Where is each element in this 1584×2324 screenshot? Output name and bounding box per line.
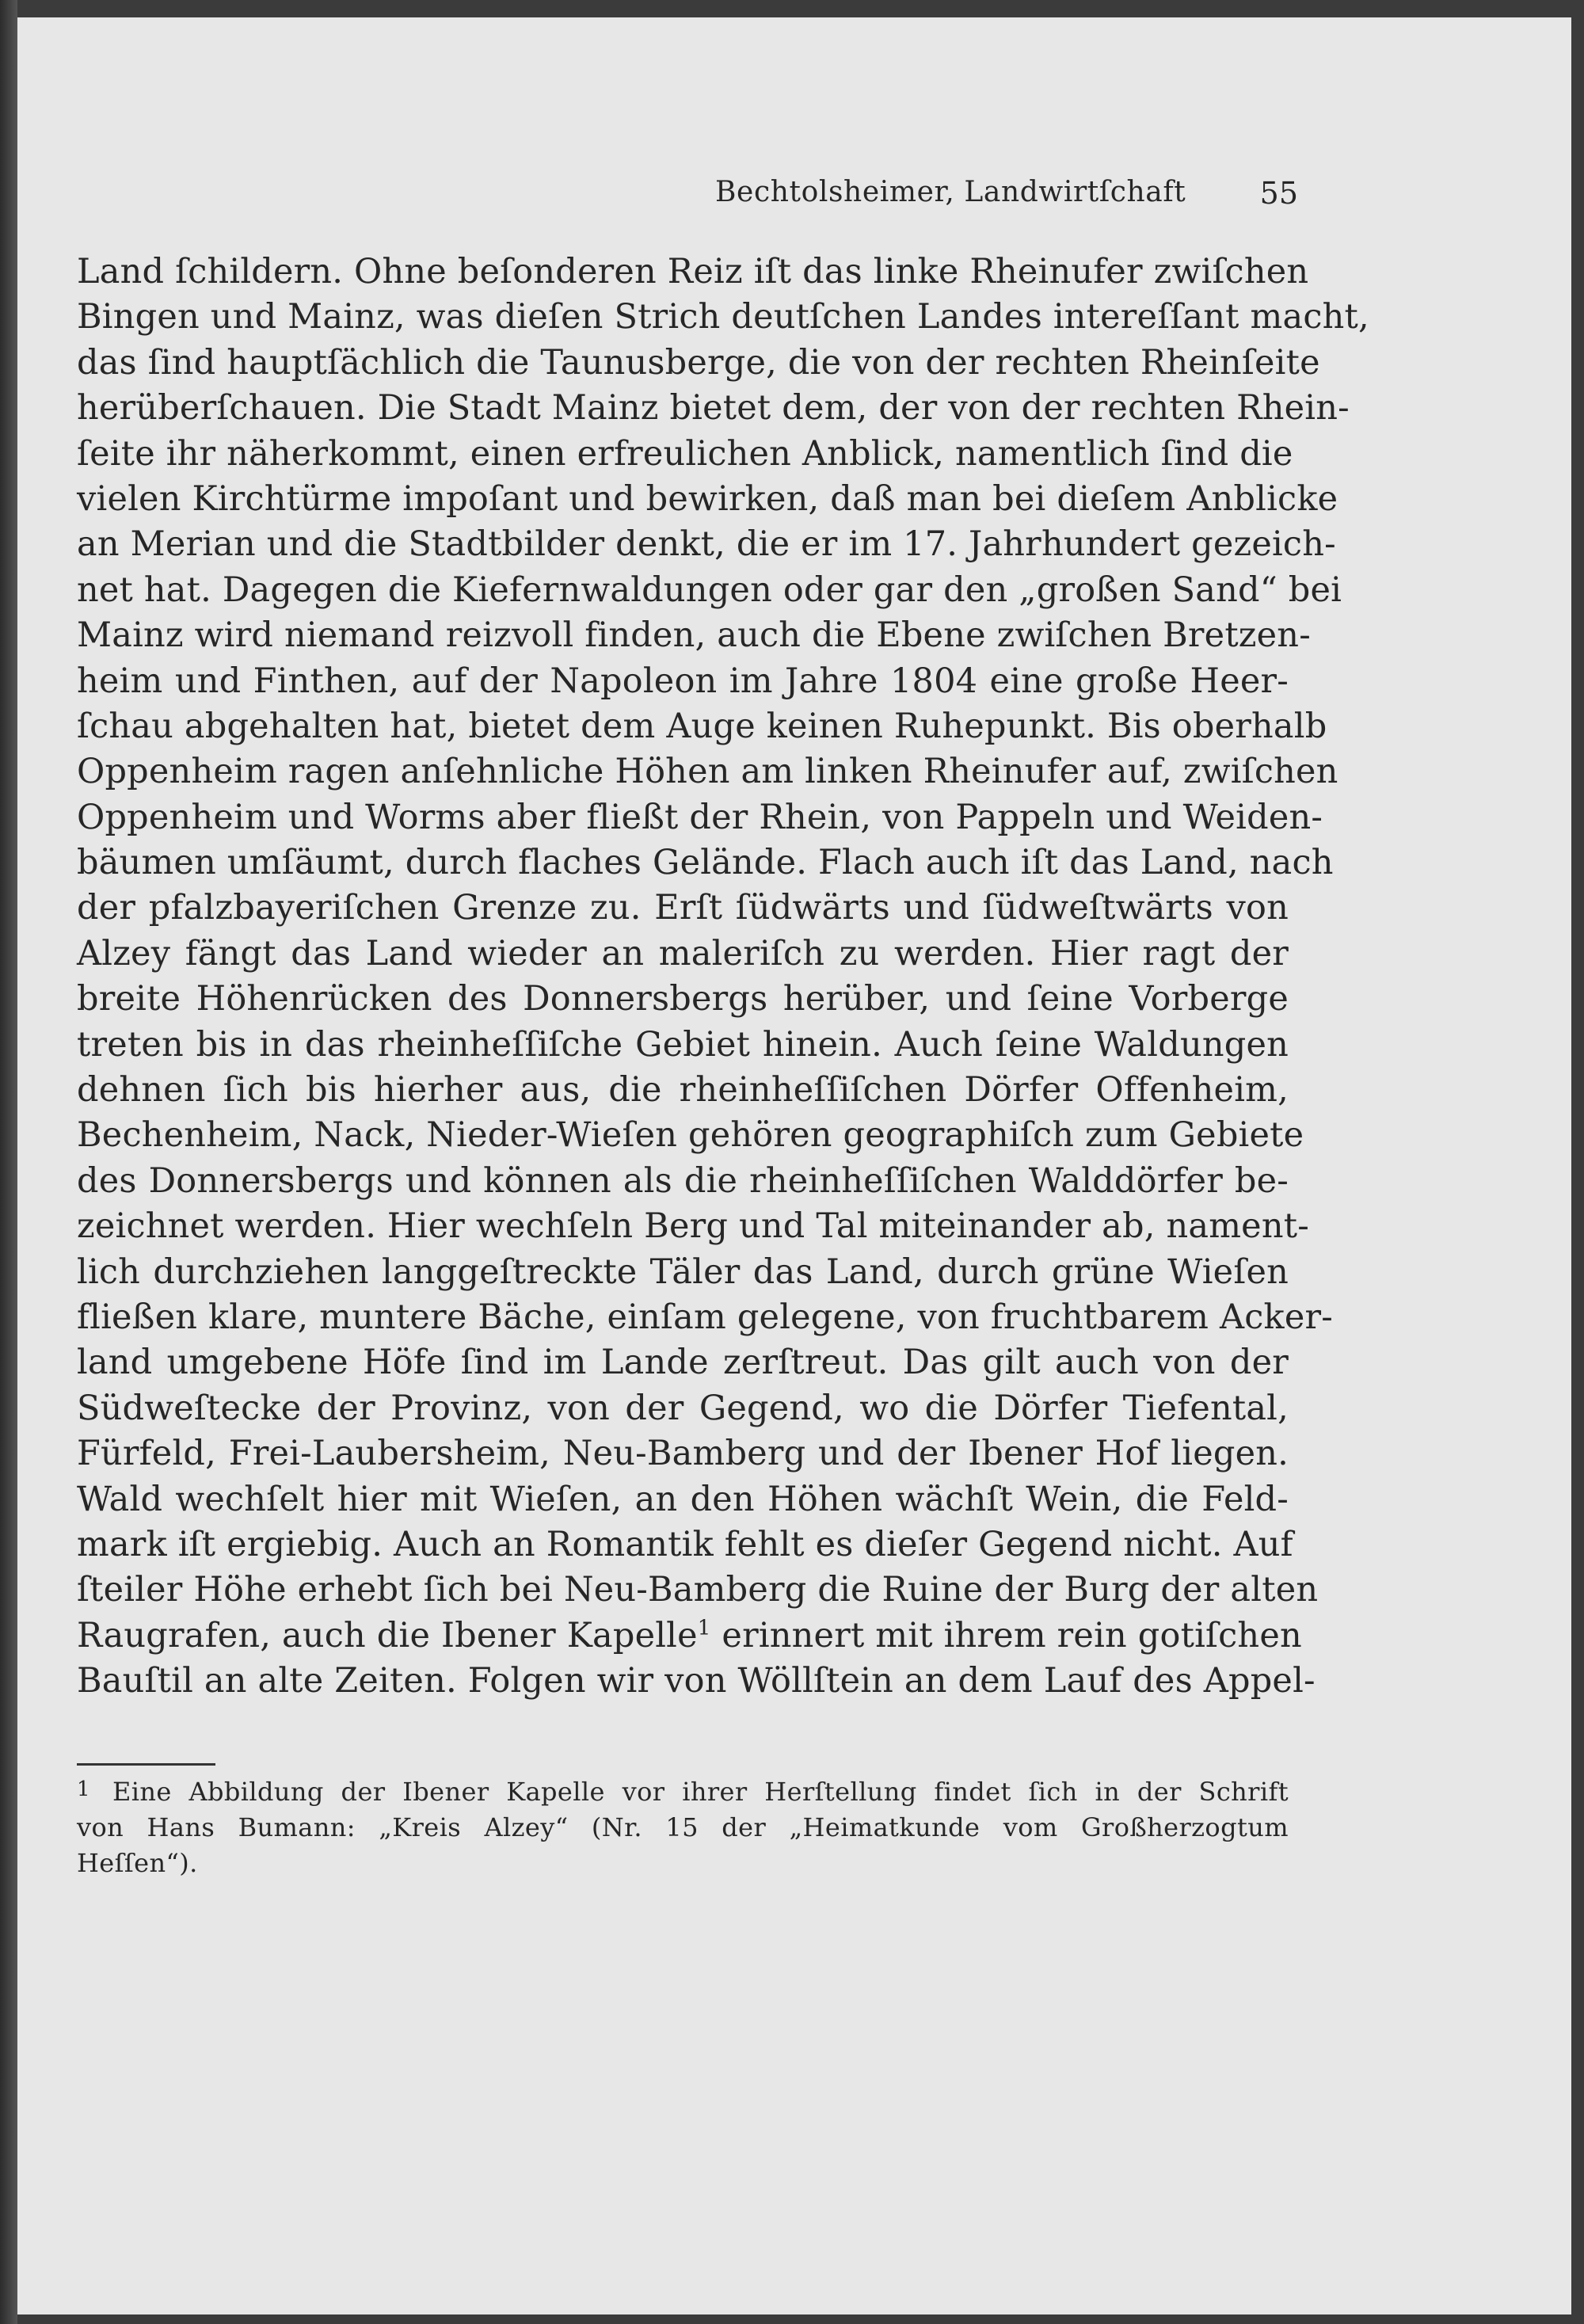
running-header bbox=[715, 176, 1298, 223]
text-line: breite Höhenrücken des Donnersbergs herüber, und ſeine Vorberge bbox=[77, 979, 1289, 1019]
footnote-marker: 1 bbox=[77, 1777, 90, 1801]
text-line: Oppenheim ragen anſehnliche Höhen am linken Rheinufer auf, zwiſchen bbox=[77, 752, 1338, 792]
footnote-reference[interactable]: 1 bbox=[697, 1616, 711, 1640]
footnote-line: von Hans Bumann: „Kreis Alzey“ (Nr. 15 der „Heimatkunde vom Großherzogtum bbox=[77, 1812, 1289, 1842]
text-line: Mainz wird niemand reizvoll finden, auch die Ebene zwiſchen Bretzen- bbox=[77, 615, 1311, 656]
text-line: dehnen ſich bis hierher aus, die rheinheſſiſchen Dörfer Offenheim, bbox=[77, 1070, 1289, 1111]
text-line: treten bis in das rheinheſſiſche Gebiet hinein. Auch ſeine Waldungen bbox=[77, 1024, 1289, 1065]
text-line: ſchau abgehalten hat, bietet dem Auge keinen Ruhepunkt. Bis oberhalb bbox=[77, 706, 1327, 746]
text-line: der pfalzbayeriſchen Grenze zu. Erſt ſüdwärts und ſüdweſtwärts von bbox=[77, 888, 1289, 928]
text-line: Südweſtecke der Provinz, von der Gegend, wo die Dörfer Tiefental, bbox=[77, 1388, 1289, 1428]
text-line: ſteiler Höhe erhebt ſich bei Neu-Bamberg die Ruine der Burg der alten bbox=[77, 1570, 1319, 1610]
text-line: Alzey fängt das Land wieder an maleriſch zu werden. Hier ragt der bbox=[77, 933, 1289, 973]
text-line: vielen Kirchtürme impoſant und bewirken, daß man bei dieſem Anblicke bbox=[77, 478, 1338, 519]
text-line: zeichnet werden. Hier wechſeln Berg und Tal miteinander ab, nament- bbox=[77, 1206, 1309, 1247]
text-line: land umgebene Höfe ſind im Lande zerſtreut. Das gilt auch von der bbox=[77, 1343, 1289, 1383]
body-text bbox=[77, 250, 1369, 1705]
text-line: Bingen und Mainz, was dieſen Strich deutſchen Landes intereſſant macht, bbox=[77, 297, 1369, 337]
text-line: Bechenheim, Nack, Nieder-Wieſen gehören geographiſch zum Gebiete bbox=[77, 1115, 1304, 1156]
text-segment: erinnert mit ihrem rein gotiſchen bbox=[710, 1615, 1302, 1655]
text-line: Oppenheim und Worms aber fließt der Rhein, von Pappeln und Weiden- bbox=[77, 797, 1323, 837]
text-line-with-footnote-ref bbox=[77, 1613, 1302, 1659]
footnote-line: Eine Abbildung der Ibener Kapelle vor ihrer Herſtellung findet ſich in der Schrift bbox=[112, 1777, 1289, 1807]
text-line: mark iſt ergiebig. Auch an Romantik fehlt es dieſer Gegend nicht. Auf bbox=[77, 1524, 1293, 1564]
footnote-divider bbox=[77, 1763, 215, 1766]
text-line: des Donnersbergs und können als die rheinheſſiſchen Walddörfer be- bbox=[77, 1160, 1289, 1201]
text-line: Wald wechſelt hier mit Wieſen, an den Höhen wächſt Wein, die Feld- bbox=[77, 1479, 1289, 1519]
footnote-line: Heſſen“). bbox=[77, 1848, 198, 1878]
text-line: net hat. Dagegen die Kiefernwaldungen oder gar den „großen Sand“ bei bbox=[77, 570, 1342, 610]
page-number: 55 bbox=[1259, 176, 1298, 211]
text-line: fließen klare, muntere Bäche, einſam gelegene, von fruchtbarem Acker- bbox=[77, 1297, 1333, 1337]
text-line: das ſind hauptſächlich die Taunusberge, die von der rechten Rheinſeite bbox=[77, 342, 1320, 383]
text-line: lich durchziehen langgeſtreckte Täler das Land, durch grüne Wieſen bbox=[77, 1252, 1289, 1292]
scan-left-edge bbox=[0, 0, 17, 2324]
text-line: an Merian und die Stadtbilder denkt, die er im 17. Jahrhundert gezeich- bbox=[77, 524, 1336, 565]
text-line: heim und Finthen, auf der Napoleon im Jahre 1804 eine große Heer- bbox=[77, 661, 1289, 701]
text-line: bäumen umſäumt, durch flaches Gelände. Flach auch iſt das Land, nach bbox=[77, 843, 1334, 883]
text-line: Land ſchildern. Ohne beſonderen Reiz iſt das linke Rheinufer zwiſchen bbox=[77, 252, 1309, 291]
footnote bbox=[77, 1774, 1289, 1881]
running-header-title: Bechtolsheimer, Landwirtſchaft bbox=[715, 176, 1186, 208]
text-line: Fürfeld, Frei-Laubersheim, Neu-Bamberg und der Ibener Hof liegen. bbox=[77, 1434, 1289, 1474]
text-segment: Raugrafen, auch die Ibener Kapelle bbox=[77, 1615, 698, 1655]
text-line: Bauſtil an alte Zeiten. Folgen wir von Wöllſtein an dem Lauf des Appel- bbox=[77, 1661, 1316, 1701]
text-line: ſeite ihr näherkommt, einen erfreulichen Anblick, namentlich ſind die bbox=[77, 433, 1293, 474]
text-line: herüberſchauen. Die Stadt Mainz bietet dem, der von der rechten Rhein- bbox=[77, 388, 1350, 429]
